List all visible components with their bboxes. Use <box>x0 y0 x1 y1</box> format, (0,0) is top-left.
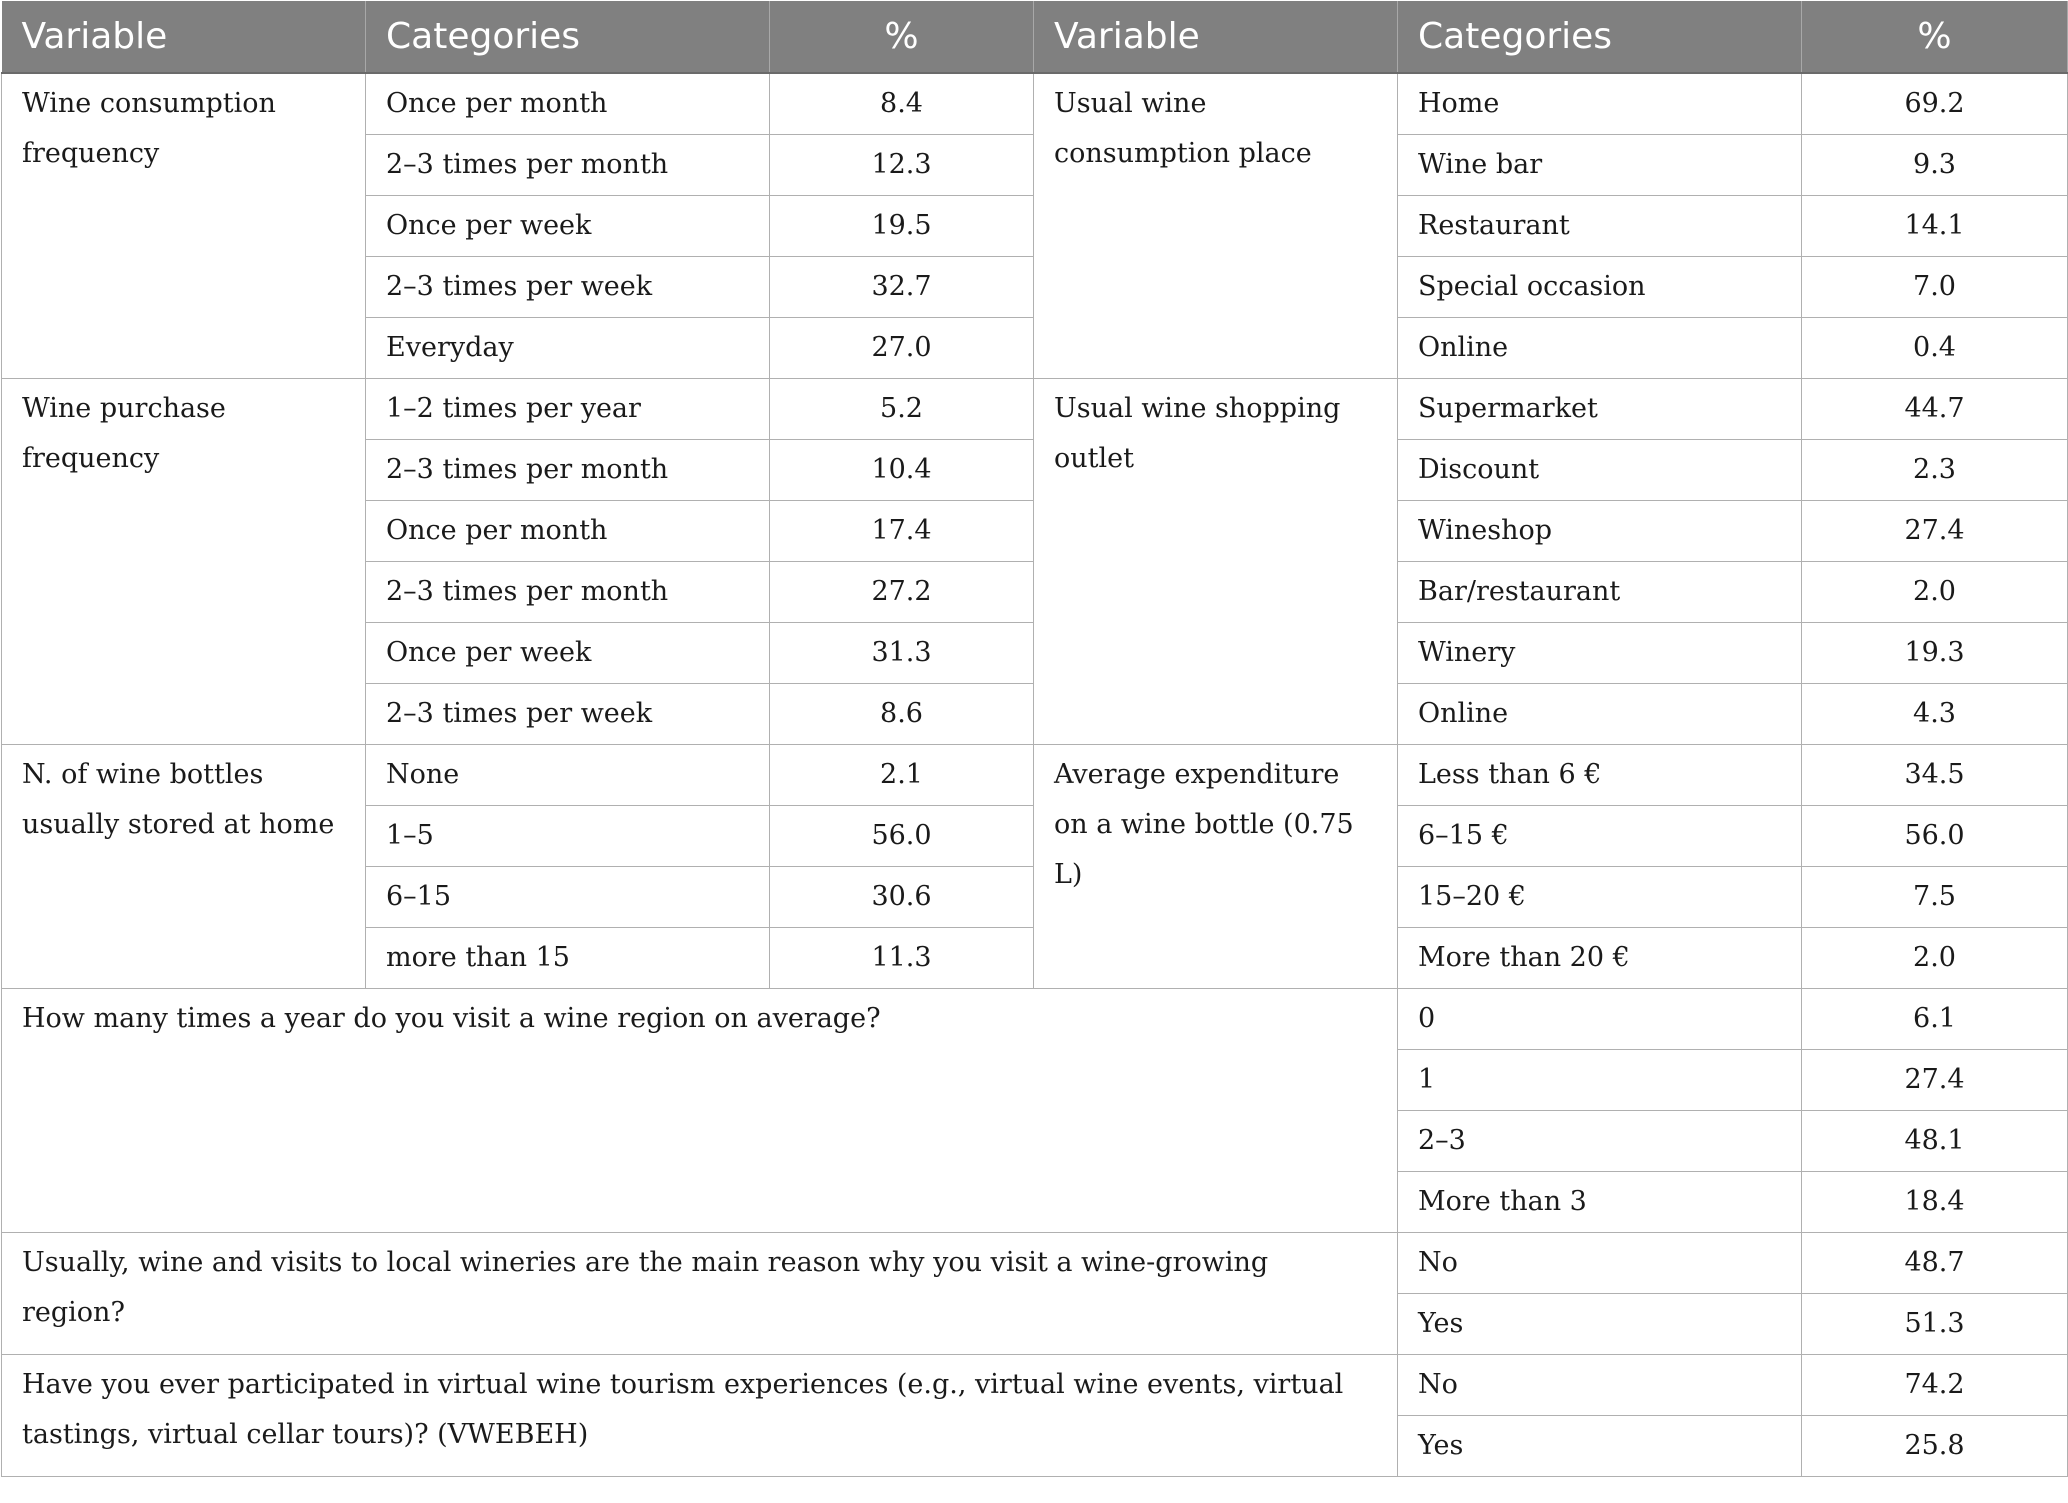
table-row <box>2 379 2068 440</box>
percent-cell: 6.1 <box>1802 989 2068 1050</box>
table-row <box>2 73 2068 135</box>
category-cell: 2–3 times per month <box>366 440 770 501</box>
category-cell: 1–2 times per year <box>366 379 770 440</box>
header-categories-right: Categories <box>1398 1 1802 73</box>
category-cell: 6–15 € <box>1398 806 1802 867</box>
wine-survey-table <box>1 1 2068 1477</box>
category-cell: Wineshop <box>1398 501 1802 562</box>
category-cell: Online <box>1398 318 1802 379</box>
header-row <box>2 1 2068 73</box>
variable-cell: Usual wine consumption place <box>1034 73 1398 379</box>
percent-cell: 18.4 <box>1802 1172 2068 1233</box>
percent-cell: 56.0 <box>1802 806 2068 867</box>
percent-cell: 19.5 <box>770 196 1034 257</box>
percent-cell: 7.0 <box>1802 257 2068 318</box>
category-cell: more than 15 <box>366 928 770 989</box>
percent-cell: 2.0 <box>1802 928 2068 989</box>
percent-cell: 27.4 <box>1802 1050 2068 1111</box>
category-cell: 2–3 times per week <box>366 684 770 745</box>
header-variable-left: Variable <box>2 1 366 73</box>
percent-cell: 44.7 <box>1802 379 2068 440</box>
variable-cell: Wine consumption frequency <box>2 73 366 379</box>
variable-cell: Wine purchase frequency <box>2 379 366 745</box>
category-cell: Yes <box>1398 1294 1802 1355</box>
category-cell: 2–3 <box>1398 1111 1802 1172</box>
percent-cell: 56.0 <box>770 806 1034 867</box>
percent-cell: 2.3 <box>1802 440 2068 501</box>
category-cell: More than 3 <box>1398 1172 1802 1233</box>
percent-cell: 27.4 <box>1802 501 2068 562</box>
percent-cell: 69.2 <box>1802 73 2068 135</box>
percent-cell: 19.3 <box>1802 623 2068 684</box>
category-cell: Bar/restaurant <box>1398 562 1802 623</box>
category-cell: Discount <box>1398 440 1802 501</box>
percent-cell: 17.4 <box>770 501 1034 562</box>
percent-cell: 4.3 <box>1802 684 2068 745</box>
category-cell: 1–5 <box>366 806 770 867</box>
category-cell: Yes <box>1398 1416 1802 1477</box>
table-row <box>2 989 2068 1050</box>
header-percent-right: % <box>1802 1 2068 73</box>
category-cell: 1 <box>1398 1050 1802 1111</box>
percent-cell: 5.2 <box>770 379 1034 440</box>
percent-cell: 27.0 <box>770 318 1034 379</box>
category-cell: Home <box>1398 73 1802 135</box>
variable-cell: N. of wine bottles usually stored at home <box>2 745 366 989</box>
category-cell: Wine bar <box>1398 135 1802 196</box>
percent-cell: 9.3 <box>1802 135 2068 196</box>
percent-cell: 25.8 <box>1802 1416 2068 1477</box>
percent-cell: 30.6 <box>770 867 1034 928</box>
category-cell: 15–20 € <box>1398 867 1802 928</box>
variable-cell: Usual wine shopping outlet <box>1034 379 1398 745</box>
percent-cell: 48.1 <box>1802 1111 2068 1172</box>
table-row <box>2 1355 2068 1416</box>
category-cell: Once per week <box>366 623 770 684</box>
category-cell: 2–3 times per month <box>366 562 770 623</box>
category-cell: Everyday <box>366 318 770 379</box>
category-cell: 0 <box>1398 989 1802 1050</box>
percent-cell: 12.3 <box>770 135 1034 196</box>
category-cell: Winery <box>1398 623 1802 684</box>
percent-cell: 74.2 <box>1802 1355 2068 1416</box>
table-row <box>2 1233 2068 1294</box>
category-cell: Online <box>1398 684 1802 745</box>
category-cell: No <box>1398 1233 1802 1294</box>
percent-cell: 31.3 <box>770 623 1034 684</box>
category-cell: 6–15 <box>366 867 770 928</box>
percent-cell: 27.2 <box>770 562 1034 623</box>
percent-cell: 32.7 <box>770 257 1034 318</box>
percent-cell: 2.1 <box>770 745 1034 806</box>
question-cell: Have you ever participated in virtual wine tourism experiences (e.g., virtual wine events, virtual tastings, virtual cellar tours)? (VWEBEH) <box>2 1355 1398 1477</box>
category-cell: Less than 6 € <box>1398 745 1802 806</box>
category-cell: Once per month <box>366 73 770 135</box>
category-cell: Once per month <box>366 501 770 562</box>
category-cell: Restaurant <box>1398 196 1802 257</box>
category-cell: Once per week <box>366 196 770 257</box>
header-variable-right: Variable <box>1034 1 1398 73</box>
question-cell: Usually, wine and visits to local wineries are the main reason why you visit a wine-growing region? <box>2 1233 1398 1355</box>
category-cell: 2–3 times per week <box>366 257 770 318</box>
variable-cell: Average expenditure on a wine bottle (0.75 L) <box>1034 745 1398 989</box>
percent-cell: 48.7 <box>1802 1233 2068 1294</box>
category-cell: 2–3 times per month <box>366 135 770 196</box>
header-percent-left: % <box>770 1 1034 73</box>
category-cell: Special occasion <box>1398 257 1802 318</box>
header-categories-left: Categories <box>366 1 770 73</box>
percent-cell: 34.5 <box>1802 745 2068 806</box>
category-cell: Supermarket <box>1398 379 1802 440</box>
percent-cell: 8.6 <box>770 684 1034 745</box>
percent-cell: 11.3 <box>770 928 1034 989</box>
percent-cell: 51.3 <box>1802 1294 2068 1355</box>
category-cell: No <box>1398 1355 1802 1416</box>
percent-cell: 7.5 <box>1802 867 2068 928</box>
category-cell: None <box>366 745 770 806</box>
percent-cell: 8.4 <box>770 73 1034 135</box>
percent-cell: 2.0 <box>1802 562 2068 623</box>
percent-cell: 10.4 <box>770 440 1034 501</box>
table-row <box>2 745 2068 806</box>
question-cell: How many times a year do you visit a wine region on average? <box>2 989 1398 1233</box>
category-cell: More than 20 € <box>1398 928 1802 989</box>
percent-cell: 0.4 <box>1802 318 2068 379</box>
percent-cell: 14.1 <box>1802 196 2068 257</box>
